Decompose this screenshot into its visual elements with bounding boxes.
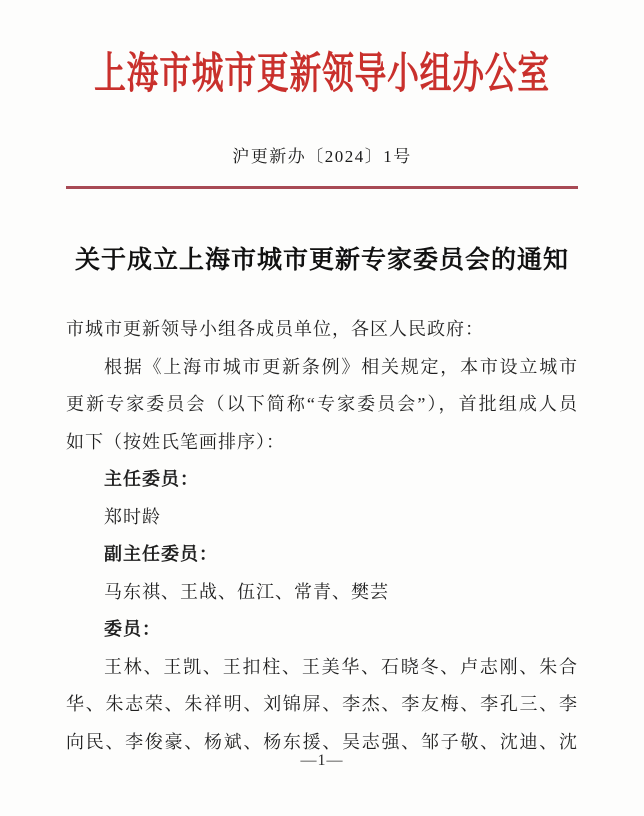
body-line: 更新专家委员会（以下简称“专家委员会”），首批组成人员 (66, 394, 578, 414)
body-line: 副主任委员： (104, 544, 218, 564)
doc-title: 关于成立上海市城市更新专家委员会的通知 (74, 247, 569, 274)
body-line: 主任委员： (104, 469, 199, 489)
body-line: 根据《上海市城市更新条例》相关规定，本市设立城市 (104, 356, 578, 377)
body-line: 郑时龄 (104, 506, 161, 527)
body-line: 王林、王凯、王扣柱、王美华、石晓冬、卢志刚、朱合 (104, 656, 578, 677)
body-line: 向民、李俊豪、杨斌、杨东援、吴志强、邹子敬、沈迪、沈 (66, 731, 578, 752)
body-line: 华、朱志荣、朱祥明、刘锦屏、李杰、李友梅、李孔三、李 (66, 694, 578, 714)
body-line: 委员： (104, 619, 161, 639)
body-line: 市城市更新领导小组各成员单位，各区人民政府： (66, 319, 484, 339)
org-header-text: 上海市城市更新领导小组办公室 (94, 51, 550, 98)
doc-number: 沪更新办〔2024〕1号 (232, 147, 412, 166)
page-number: —1— (300, 752, 344, 769)
doc-body (66, 311, 578, 761)
org-header (0, 50, 644, 99)
red-rule (66, 186, 578, 189)
body-line: 如下（按姓氏笔画排序）： (66, 431, 285, 452)
body-line: 马东祺、王战、伍江、常青、樊芸 (104, 581, 389, 602)
